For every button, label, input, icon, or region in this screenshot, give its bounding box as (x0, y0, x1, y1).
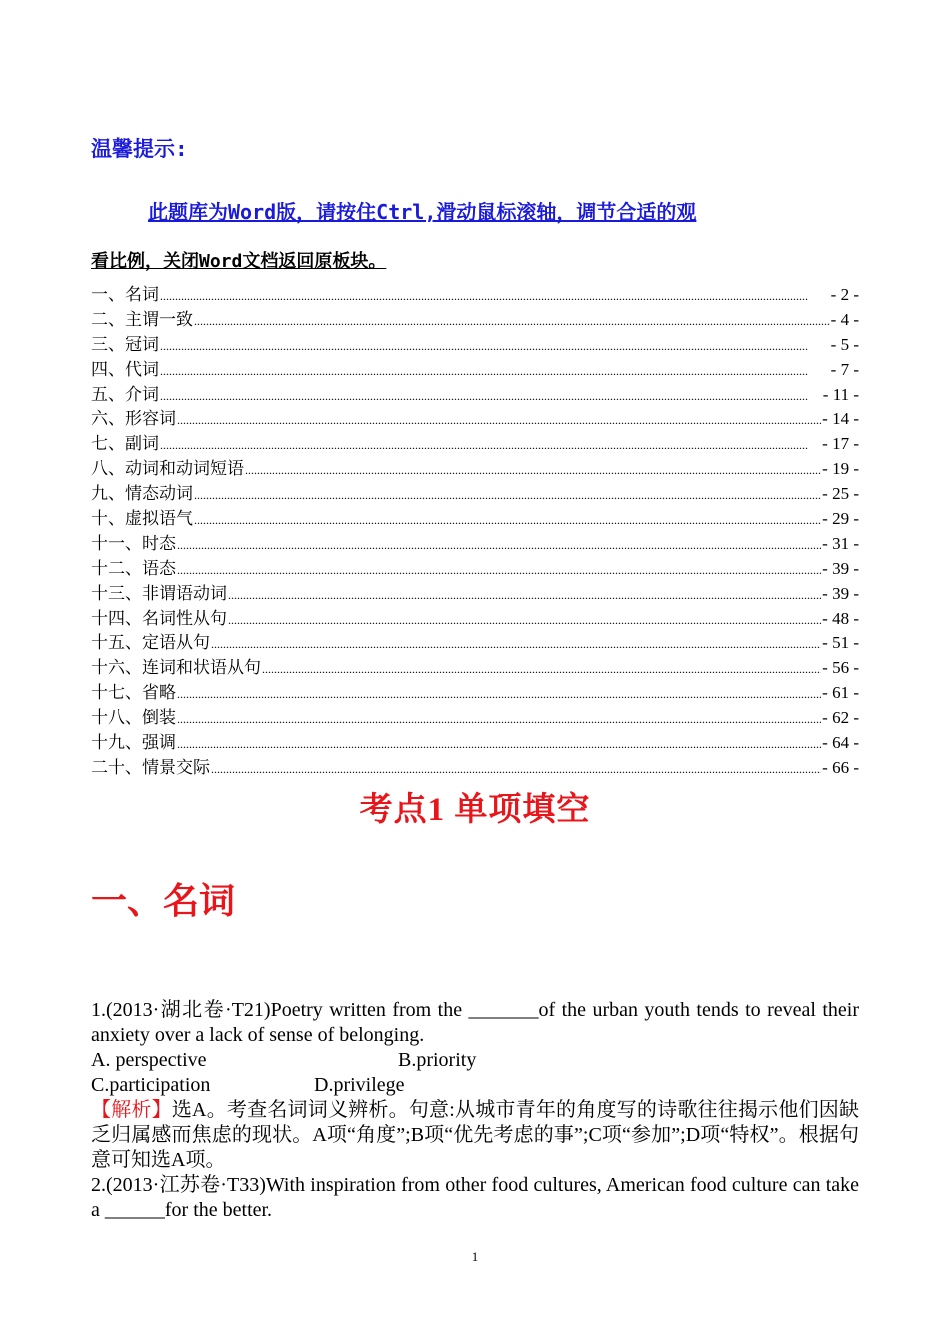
toc-leader (177, 532, 821, 558)
tip-line-1: 此题库为Word版，请按住Ctrl,滑动鼠标滚轴，调节合适的观 (148, 200, 697, 224)
toc-leader (160, 358, 830, 384)
toc-leader (160, 432, 821, 458)
toc-leader (194, 308, 830, 334)
toc-entry[interactable] (91, 607, 859, 632)
section-title: 考点1 单项填空 (359, 792, 591, 828)
toc-label: 一、名词 (91, 285, 159, 304)
toc-page-number: - 66 - (822, 757, 859, 777)
question-1-options-row-2 (91, 1073, 859, 1098)
question-2-stem: 2.(2013·江苏卷·T33)With inspiration from other food cultures, American food culture can take a ______for the better. (91, 1174, 859, 1221)
toc-leader (177, 681, 821, 707)
toc-leader (177, 407, 821, 433)
toc-page-number: - 31 - (822, 533, 859, 553)
toc-label: 九、情态动词 (91, 484, 193, 504)
toc-label: 十九、强调 (91, 733, 176, 753)
toc-leader (245, 457, 821, 483)
toc-entry[interactable] (91, 333, 859, 358)
question-body (91, 998, 859, 1223)
toc-page-number: - 29 - (822, 509, 859, 529)
toc-leader (177, 731, 821, 757)
tip-line-2: 看比例，关闭Word文档返回原板块。 (91, 251, 387, 272)
toc-leader (211, 756, 821, 782)
toc-label: 十六、连词和状语从句 (91, 658, 261, 678)
toc-label: 十八、倒装 (91, 708, 176, 728)
explanation-tag: 【解析】 (91, 1099, 172, 1121)
toc-label: 十五、定语从句 (91, 633, 210, 653)
toc-label: 八、动词和动词短语 (91, 459, 244, 479)
toc-leader (160, 383, 822, 409)
toc-entry[interactable] (91, 283, 859, 308)
toc-page-number: - 2 - (830, 285, 859, 304)
toc-leader (211, 631, 821, 657)
tip-title: 温馨提示: (91, 137, 188, 161)
toc-entry[interactable] (91, 582, 859, 607)
toc-page-number: - 11 - (822, 384, 859, 404)
toc-leader (228, 607, 821, 633)
toc-leader (262, 656, 821, 682)
toc-entry[interactable] (91, 308, 859, 333)
toc-entry[interactable] (91, 557, 859, 582)
toc-page-number: - 64 - (822, 733, 859, 753)
toc-entry[interactable] (91, 681, 859, 706)
toc-label: 十七、省略 (91, 683, 176, 703)
option-d: D.privilege (314, 1074, 405, 1096)
toc-page-number: - 51 - (822, 633, 859, 653)
table-of-contents (91, 283, 859, 781)
toc-entry[interactable] (91, 756, 859, 781)
toc-leader (177, 557, 821, 583)
toc-page-number: - 39 - (822, 583, 859, 603)
toc-leader (160, 283, 830, 309)
toc-page-number: - 7 - (830, 359, 859, 379)
toc-page-number: - 17 - (822, 434, 859, 454)
toc-entry[interactable] (91, 482, 859, 507)
toc-page-number: - 61 - (822, 683, 859, 703)
toc-label: 十、虚拟语气 (91, 509, 193, 529)
page-number: 1 (471, 1249, 479, 1264)
toc-leader (194, 482, 821, 508)
option-c: C.participation (91, 1074, 211, 1096)
toc-page-number: - 48 - (822, 608, 859, 628)
toc-label: 七、副词 (91, 434, 159, 454)
toc-entry[interactable] (91, 507, 859, 532)
toc-leader (194, 507, 821, 533)
toc-label: 十一、时态 (91, 533, 176, 553)
toc-page-number: - 25 - (822, 484, 859, 504)
toc-page-number: - 56 - (822, 658, 859, 678)
toc-label: 三、冠词 (91, 334, 159, 354)
toc-page-number: - 39 - (822, 558, 859, 578)
toc-entry[interactable] (91, 432, 859, 457)
toc-page-number: - 14 - (822, 409, 859, 429)
toc-label: 十二、语态 (91, 558, 176, 578)
toc-label: 五、介词 (91, 384, 159, 404)
toc-label: 二十、情景交际 (91, 757, 210, 777)
toc-leader (177, 706, 821, 732)
toc-page-number: - 62 - (822, 708, 859, 728)
toc-label: 十三、非谓语动词 (91, 583, 227, 603)
toc-label: 二、主谓一致 (91, 309, 193, 329)
toc-leader (160, 333, 830, 359)
toc-entry[interactable] (91, 383, 859, 408)
toc-entry[interactable] (91, 706, 859, 731)
option-b: B.priority (398, 1049, 477, 1071)
toc-page-number: - 4 - (830, 309, 859, 329)
toc-entry[interactable] (91, 407, 859, 432)
toc-entry[interactable] (91, 731, 859, 756)
question-1-explanation (91, 1098, 859, 1173)
toc-leader (228, 582, 821, 608)
toc-entry[interactable] (91, 656, 859, 681)
toc-label: 十四、名词性从句 (91, 608, 227, 628)
explanation-text: 选A。考查名词词义辨析。句意:从城市青年的角度写的诗歌往往揭示他们因缺乏归属感而焦虑的现状。A项“角度”;B项“优先考虑的事”;C项“参加”;D项“特权”。根据句意可知选A项。 (91, 1099, 860, 1171)
toc-entry[interactable] (91, 358, 859, 383)
question-1-options-row-1 (91, 1048, 859, 1073)
toc-page-number: - 5 - (830, 334, 859, 354)
toc-page-number: - 19 - (822, 459, 859, 479)
toc-label: 四、代词 (91, 359, 159, 379)
chapter-title: 一、名词 (91, 881, 236, 921)
toc-entry[interactable] (91, 631, 859, 656)
toc-label: 六、形容词 (91, 409, 176, 429)
question-1-stem: 1.(2013·湖北卷·T21)Poetry written from the _______of the urban youth tends to reveal their anxiety over a lack of sense of belonging. (91, 999, 859, 1046)
option-a: A. perspective (91, 1049, 207, 1071)
toc-entry[interactable] (91, 532, 859, 557)
toc-entry[interactable] (91, 457, 859, 482)
